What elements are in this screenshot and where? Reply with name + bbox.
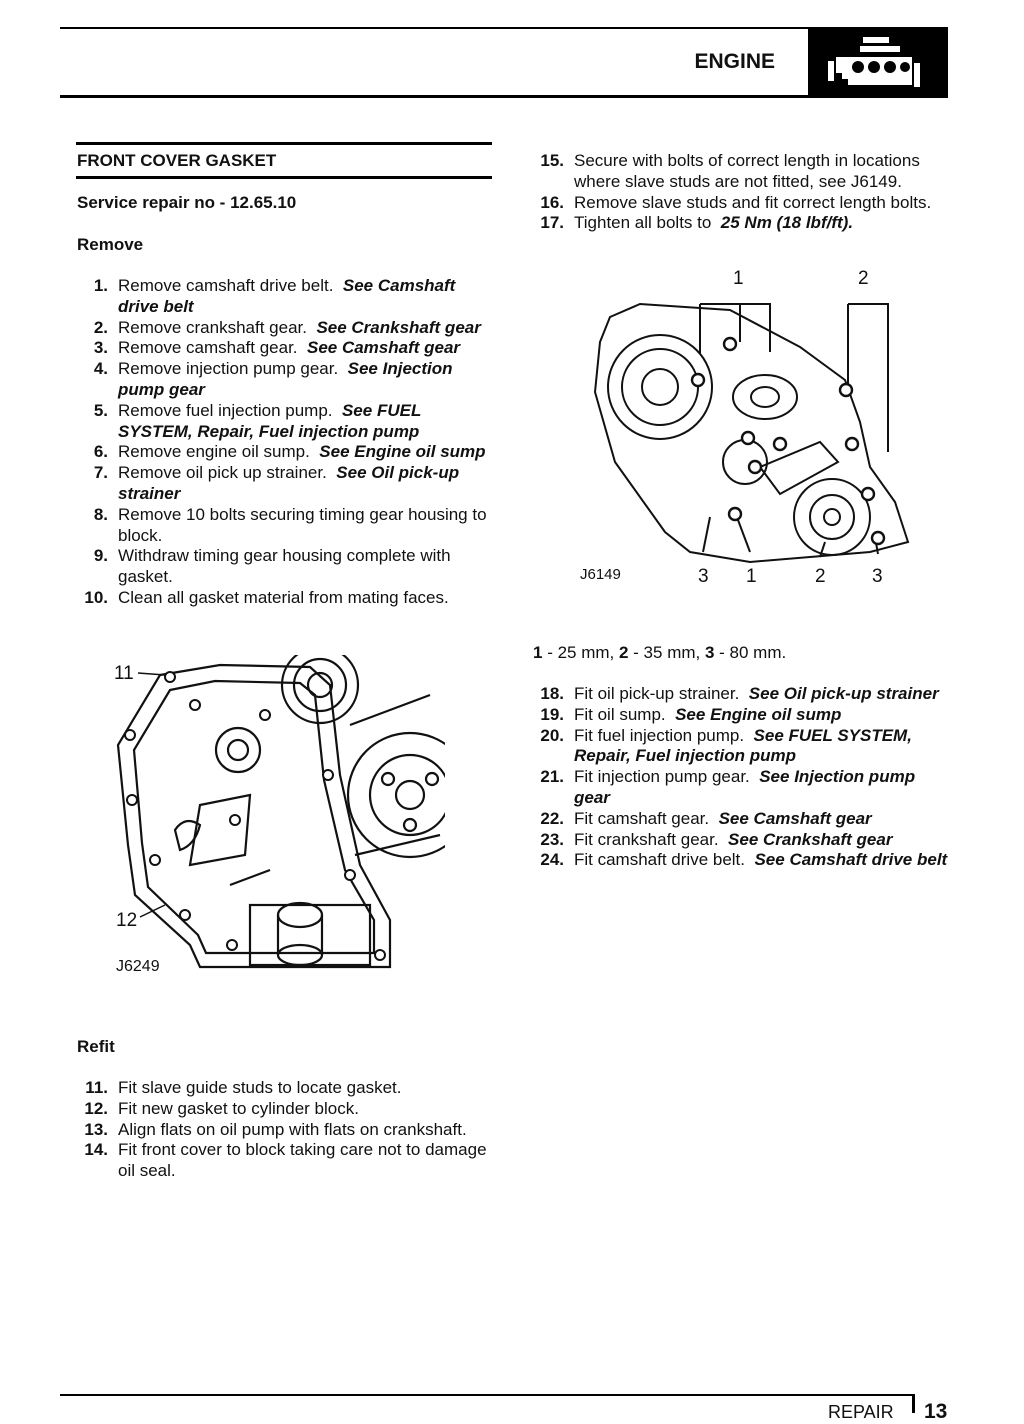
step-text: Remove camshaft drive belt. (118, 276, 334, 295)
step-text: Remove crankshaft gear. (118, 317, 307, 337)
remove-heading: Remove (77, 235, 144, 254)
cross-reference-link[interactable]: See Injection pump gear (118, 359, 453, 399)
figure-j6249 (110, 655, 445, 980)
label-bottom-1: 1 (746, 566, 757, 587)
step-number: 16. (540, 192, 564, 212)
step-item (76, 1078, 500, 1099)
step-item (532, 193, 952, 214)
bolt-lengths-legend: 1 - 25 mm, 2 - 35 mm, 3 - 80 mm. (533, 643, 787, 662)
step-number: 17. (540, 213, 564, 233)
step-item (532, 830, 952, 851)
refit-steps-list-final (532, 684, 952, 871)
label-bottom-2: 2 (815, 566, 826, 587)
step-item (76, 505, 500, 547)
step-text: Remove camshaft gear. (118, 338, 298, 358)
step-text: Fit camshaft drive belt. (574, 850, 746, 870)
step-number: 6. (93, 442, 108, 462)
step-number: 1. (93, 276, 108, 295)
label-bottom-3b: 3 (872, 566, 883, 587)
step-number: 15. (540, 151, 564, 170)
cross-reference-link[interactable]: See FUEL SYSTEM, Repair, Fuel injection pump (574, 725, 912, 766)
step-item (76, 1099, 500, 1120)
figure-ref-j6249: J6249 (116, 958, 160, 975)
step-item (76, 401, 500, 443)
step-number: 13. (84, 1119, 108, 1139)
step-text: Remove oil pick up strainer. (118, 463, 327, 483)
step-text: Remove injection pump gear. (118, 359, 339, 379)
footer-divider (912, 1394, 915, 1413)
step-item (76, 318, 500, 339)
step-item (532, 213, 952, 234)
footer-rule (60, 1394, 915, 1396)
refit-steps-list-continued (532, 151, 952, 234)
footer-section: REPAIR (828, 1402, 894, 1422)
step-number: 3. (93, 338, 108, 358)
callout-12: 12 (116, 910, 138, 931)
step-text: Fit injection pump gear. (574, 767, 750, 787)
label-top-2: 2 (858, 268, 869, 289)
step-item (76, 442, 500, 463)
step-number: 23. (540, 829, 564, 849)
step-item (76, 1120, 500, 1141)
cross-reference-link[interactable]: See Camshaft drive belt (118, 276, 456, 316)
step-text: Fit fuel injection pump. (574, 725, 745, 745)
cross-reference-link[interactable]: See Oil pick-up strainer (748, 684, 939, 703)
cross-reference-link[interactable]: See FUEL SYSTEM, Repair, Fuel injection pump (118, 400, 422, 441)
step-number: 20. (540, 725, 564, 745)
step-text: Fit crankshaft gear. (574, 829, 719, 849)
engine-icon (808, 29, 948, 96)
step-text: Remove slave studs and fit correct length bolts. (574, 192, 932, 212)
refit-heading: Refit (77, 1037, 115, 1056)
title-rule-top (76, 142, 492, 145)
step-item (532, 767, 952, 809)
step-number: 24. (540, 850, 564, 870)
step-item (532, 809, 952, 830)
step-text: Fit slave guide studs to locate gasket. (118, 1078, 402, 1097)
step-item (76, 276, 500, 318)
step-item (76, 338, 500, 359)
step-number: 14. (84, 1140, 108, 1160)
figure-ref-j6149: J6149 (580, 566, 621, 583)
callout-11: 11 (114, 663, 134, 684)
cross-reference-link[interactable]: See Injection pump gear (574, 767, 916, 807)
label-bottom-3a: 3 (698, 566, 709, 587)
step-item (76, 1140, 500, 1182)
step-number: 11. (85, 1078, 108, 1097)
step-number: 22. (540, 808, 564, 828)
step-number: 5. (93, 400, 108, 420)
page-number: 13 (924, 1400, 948, 1423)
step-text: Align flats on oil pump with flats on crankshaft. (118, 1119, 467, 1139)
step-text: Fit camshaft gear. (574, 808, 710, 828)
step-text: Secure with bolts of correct length in locations where slave studs are not fitted, see J6149. (574, 151, 920, 191)
step-text: Clean all gasket material from mating faces. (118, 587, 449, 607)
page-title: FRONT COVER GASKET (77, 151, 277, 170)
step-text: Remove 10 bolts securing timing gear housing to block. (118, 504, 487, 545)
step-item (76, 546, 500, 588)
step-text: Remove engine oil sump. (118, 442, 310, 462)
cross-reference-link[interactable]: See Camshaft gear (306, 338, 461, 358)
step-number: 9. (93, 546, 108, 566)
cross-reference-link[interactable]: See Oil pick-up strainer (118, 463, 460, 503)
cross-reference-link[interactable]: See Crankshaft gear (728, 829, 893, 849)
step-number: 7. (93, 463, 108, 483)
step-number: 10. (84, 587, 108, 607)
figure-j6149 (570, 262, 920, 592)
refit-steps-list (76, 1078, 500, 1182)
step-item (76, 359, 500, 401)
label-top-1: 1 (733, 268, 744, 289)
step-item (76, 588, 500, 609)
cross-reference-link[interactable]: 25 Nm (18 lbf/ft). (720, 213, 854, 233)
cross-reference-link[interactable]: See Camshaft gear (718, 808, 872, 828)
step-item (532, 151, 952, 193)
step-item (532, 726, 952, 768)
step-text: Fit front cover to block taking care not to damage oil seal. (118, 1140, 487, 1181)
title-rule-bottom (76, 176, 492, 179)
step-text: Remove fuel injection pump. (118, 400, 333, 420)
step-number: 21. (540, 767, 564, 787)
step-text: Fit oil sump. (574, 704, 666, 724)
step-text: Tighten all bolts to (574, 213, 712, 233)
step-item (532, 850, 952, 871)
step-number: 18. (540, 684, 564, 703)
step-text: Fit oil pick-up strainer. (574, 684, 740, 703)
step-text: Withdraw timing gear housing complete with gasket. (118, 546, 451, 587)
step-number: 19. (540, 704, 564, 724)
step-item (76, 463, 500, 505)
step-number: 2. (93, 317, 108, 337)
step-item (532, 684, 952, 705)
cross-reference-link[interactable]: See Crankshaft gear (316, 317, 481, 337)
section-title: ENGINE (694, 50, 775, 73)
step-number: 4. (93, 359, 108, 379)
service-repair-number: Service repair no - 12.65.10 (77, 193, 297, 212)
remove-steps-list (76, 276, 500, 609)
cross-reference-link[interactable]: See Engine oil sump (319, 442, 486, 462)
step-number: 8. (93, 504, 108, 524)
cross-reference-link[interactable]: See Engine oil sump (675, 704, 842, 724)
cross-reference-link[interactable]: See Camshaft drive belt (754, 850, 948, 870)
header-bottom-rule (60, 95, 948, 98)
step-item (532, 705, 952, 726)
step-number: 12. (84, 1098, 108, 1118)
step-text: Fit new gasket to cylinder block. (118, 1098, 359, 1118)
